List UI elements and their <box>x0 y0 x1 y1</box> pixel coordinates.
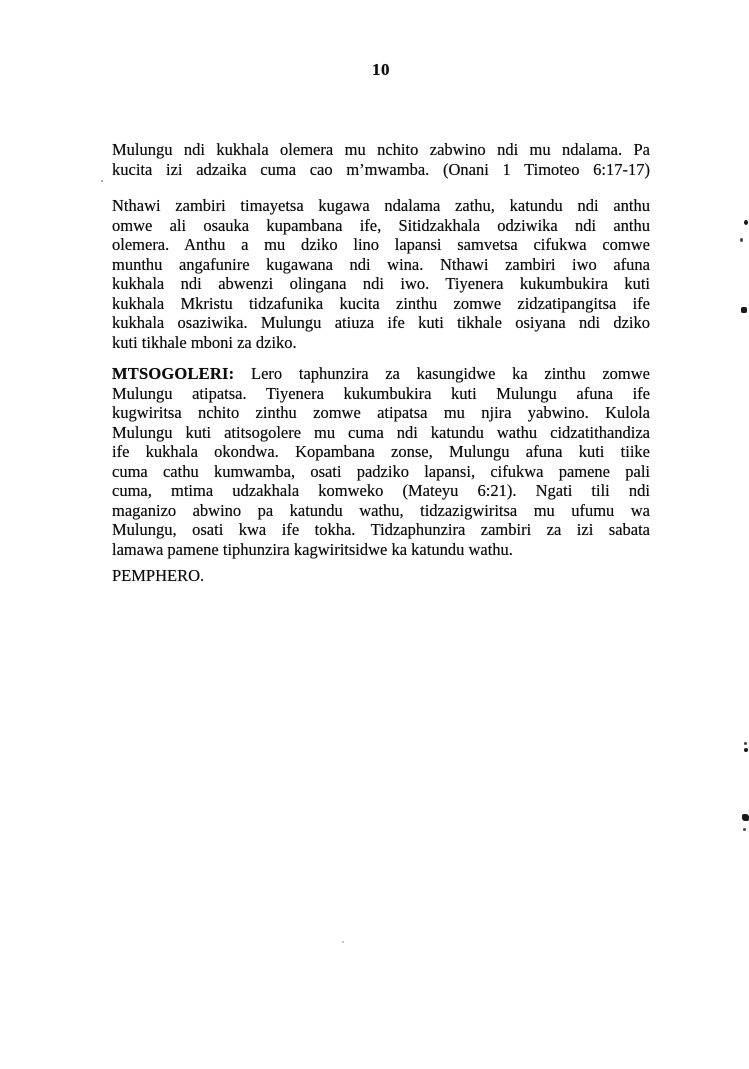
text-line: Mulungu atipatsa. Tiyenera kukumbukira kuti Mulungu afuna ife <box>112 383 650 403</box>
paragraph-mtsogoleri <box>112 364 650 559</box>
text-line: kucita izi adzaika cuma cao m’mwamba. (Onani 1 Timoteo 6:17-17) <box>112 159 650 179</box>
text-line: maganizo abwino pa katundu wathu, tidzazigwiritsa mu ufumu wa <box>112 500 650 520</box>
scan-speck <box>741 307 747 313</box>
text-line: Nthawi zambiri timayetsa kugawa ndalama zathu, katundu ndi anthu <box>112 196 650 215</box>
scan-speck <box>101 180 103 182</box>
text-line: Mulungu kuti atitsogolere mu cuma ndi katundu wathu cidzatithandiza <box>112 422 650 442</box>
paragraph-body <box>112 196 650 352</box>
text-line: MTSOGOLERI: Lero taphunzira za kasungidwe ka zinthu zomwe <box>112 364 650 383</box>
text-line: kukhala osaziwika. Mulungu atiuza ife kuti tikhale osiyana ndi dziko <box>112 313 650 332</box>
scan-speck <box>744 220 748 225</box>
section-heading-inline: MTSOGOLERI: <box>112 364 235 383</box>
text-line: kukhala ndi abwenzi olingana ndi iwo. Tiyenera kukumbukira kuti <box>112 274 650 293</box>
text-line: cuma, mtima udzakhala komweko (Mateyu 6:21). Ngati tili ndi <box>112 481 650 500</box>
scan-speck <box>744 748 748 752</box>
text-line: omwe ali osauka kupambana ife, Sitidzakhala odziwika ndi anthu <box>112 215 650 235</box>
text-line: munthu angafunire kugawana ndi wina. Nthawi zambiri iwo afuna <box>112 254 650 274</box>
text-line: kuti tikhale mboni za dziko. <box>112 332 297 352</box>
scan-speck <box>742 814 749 821</box>
scan-speck <box>342 941 344 943</box>
scan-speck <box>744 742 747 745</box>
scan-speck <box>743 828 746 831</box>
text-line: lamawa pamene tiphunzira kagwiritsidwe ka katundu wathu. <box>112 539 513 559</box>
page-number: 10 <box>372 60 390 79</box>
text-line: kukhala Mkristu tidzafunika kucita zinthu zomwe zidzatipangitsa ife <box>112 293 650 313</box>
text-line: Mulungu, osati kwa ife tokha. Tidzaphunzira zambiri za izi sabata <box>112 520 650 539</box>
text-line: PEMPHERO. <box>112 566 205 585</box>
text-line: Mulungu ndi kukhala olemera mu nchito zabwino ndi mu ndalama. Pa <box>112 140 650 159</box>
text-line: olemera. Anthu a mu dziko lino lapansi samvetsa cifukwa comwe <box>112 235 650 254</box>
paragraph-scripture-quote <box>112 140 650 179</box>
paragraph-pemphero <box>112 566 650 586</box>
scan-speck <box>740 238 743 242</box>
text-line: ife kukhala okondwa. Kopambana zonse, Mulungu afuna kuti tiike <box>112 442 650 461</box>
text-line: cuma cathu kumwamba, osati padziko lapansi, cifukwa pamene pali <box>112 461 650 481</box>
text-line: kugwiritsa nchito zinthu zomwe atipatsa mu njira yabwino. Kulola <box>112 403 650 422</box>
